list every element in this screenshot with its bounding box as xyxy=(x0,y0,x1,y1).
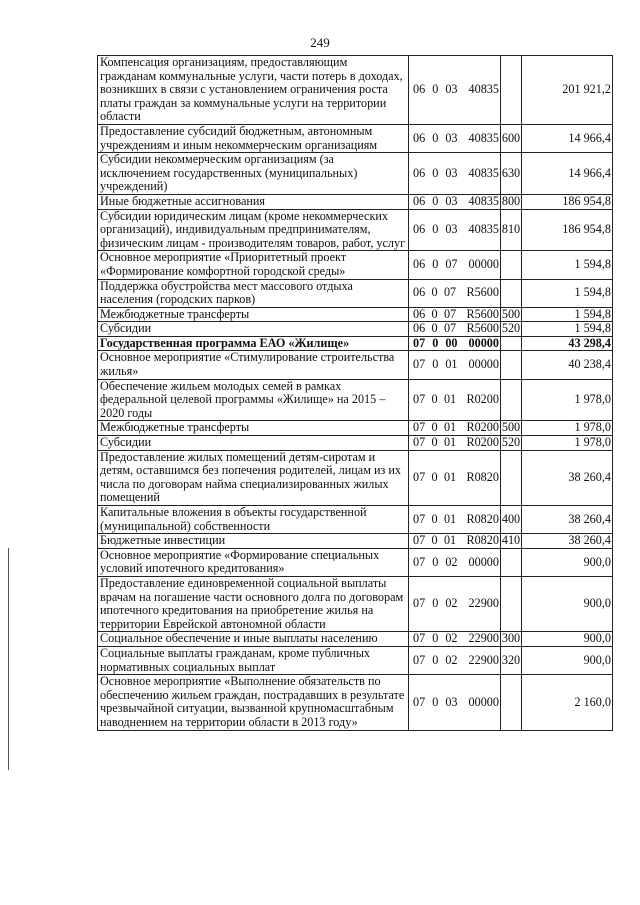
subgroup-code: 01 xyxy=(443,533,457,548)
amount: 38 260,4 xyxy=(522,534,613,549)
expense-type-code xyxy=(501,576,522,631)
expense-name: Субсидии xyxy=(98,322,409,337)
expense-type-code: 810 xyxy=(501,209,522,251)
classification-code xyxy=(409,307,501,322)
subgroup-code: 07 xyxy=(443,307,457,321)
target-code: R5600 xyxy=(466,285,499,300)
table-row xyxy=(98,56,613,125)
amount: 186 954,8 xyxy=(522,209,613,251)
expense-name: Субсидии xyxy=(98,436,409,451)
classification-code xyxy=(409,194,501,209)
subgroup-code: 01 xyxy=(443,470,457,485)
classification-code xyxy=(409,436,501,451)
subgroup-code: 07 xyxy=(443,285,457,300)
table-row xyxy=(98,646,613,674)
group-code: 0 xyxy=(432,194,439,208)
target-code: 00000 xyxy=(468,336,499,350)
subgroup-code: 01 xyxy=(443,511,457,526)
expense-type-code xyxy=(501,379,522,421)
target-code: 00000 xyxy=(468,694,499,709)
table-row xyxy=(98,124,613,152)
section-code: 06 xyxy=(413,222,426,237)
section-code: 07 xyxy=(413,392,426,407)
subgroup-code: 03 xyxy=(445,82,458,97)
group-code: 0 xyxy=(432,336,439,350)
expense-name: Предоставление единовременной социальной выплаты врачам на погашение части основного долга по договорам ипотечного кредитования на приобретение жилья на территории Еврейской автономной области xyxy=(98,576,409,631)
target-code: 22900 xyxy=(468,631,499,646)
expense-type-code xyxy=(501,251,522,279)
expense-name: Бюджетные инвестиции xyxy=(98,534,409,549)
classification-code xyxy=(409,632,501,647)
target-code: R0820 xyxy=(466,533,499,548)
section-code: 07 xyxy=(413,631,426,646)
subgroup-code: 03 xyxy=(445,694,458,709)
target-code: 40835 xyxy=(468,130,499,145)
amount: 14 966,4 xyxy=(522,153,613,195)
group-code: 0 xyxy=(432,554,439,569)
section-code: 07 xyxy=(413,554,426,569)
subgroup-code: 01 xyxy=(443,392,457,407)
section-code: 07 xyxy=(413,511,426,526)
amount: 38 260,4 xyxy=(522,506,613,534)
amount: 1 978,0 xyxy=(522,436,613,451)
table-row xyxy=(98,534,613,549)
table-row xyxy=(98,336,613,351)
target-code: 22900 xyxy=(468,652,499,667)
amount: 38 260,4 xyxy=(522,450,613,505)
expense-name: Предоставление субсидий бюджетным, автономным учреждениям и иным некоммерческим организациям xyxy=(98,124,409,152)
section-code: 07 xyxy=(413,357,426,372)
expense-type-code xyxy=(501,450,522,505)
target-code: R0200 xyxy=(466,435,499,450)
group-code: 0 xyxy=(431,420,438,435)
group-code: 0 xyxy=(432,165,439,180)
group-code: 0 xyxy=(432,596,439,611)
classification-code xyxy=(409,534,501,549)
expense-name: Иные бюджетные ассигнования xyxy=(98,194,409,209)
section-code: 06 xyxy=(413,82,426,97)
group-code: 0 xyxy=(432,222,439,237)
expense-name: Основное мероприятие «Формирование специальных условий ипотечного кредитования» xyxy=(98,548,409,576)
section-code: 06 xyxy=(413,285,426,300)
classification-code xyxy=(409,251,501,279)
group-code: 0 xyxy=(432,357,439,372)
expense-name: Межбюджетные трансферты xyxy=(98,307,409,322)
section-code: 06 xyxy=(413,307,426,321)
classification-code xyxy=(409,450,501,505)
table-row xyxy=(98,209,613,251)
amount: 1 594,8 xyxy=(522,322,613,337)
classification-code xyxy=(409,209,501,251)
section-code: 06 xyxy=(413,194,426,208)
expense-type-code: 600 xyxy=(501,124,522,152)
expense-name: Основное мероприятие «Стимулирование строительства жилья» xyxy=(98,351,409,379)
expense-type-code xyxy=(501,279,522,307)
expense-name: Основное мероприятие «Приоритетный проект «Формирование комфортной городской среды» xyxy=(98,251,409,279)
target-code: R0820 xyxy=(466,470,499,485)
expense-type-code: 300 xyxy=(501,631,521,646)
expense-name: Социальные выплаты гражданам, кроме публичных нормативных социальных выплат xyxy=(98,646,409,674)
amount: 1 594,8 xyxy=(522,307,613,322)
target-code: 00000 xyxy=(468,357,499,372)
section-code: 06 xyxy=(413,165,426,180)
group-code: 0 xyxy=(431,321,438,336)
section-code: 07 xyxy=(413,652,426,667)
target-code: 40835 xyxy=(468,82,499,97)
amount: 40 238,4 xyxy=(522,351,613,379)
classification-code xyxy=(409,351,501,379)
group-code: 0 xyxy=(431,511,438,526)
classification-code xyxy=(409,576,501,631)
subgroup-code: 07 xyxy=(443,321,457,336)
table-row xyxy=(98,279,613,307)
classification-code xyxy=(409,124,501,152)
section-code: 07 xyxy=(413,336,426,350)
group-code: 0 xyxy=(432,257,439,272)
expense-name: Поддержка обустройства мест массового отдыха населения (городских парков) xyxy=(98,279,409,307)
amount: 2 160,0 xyxy=(522,675,613,730)
subgroup-code: 02 xyxy=(445,596,458,611)
page-number: 249 xyxy=(310,35,330,50)
classification-code xyxy=(409,153,501,195)
expense-type-code: 320 xyxy=(501,646,522,674)
target-code: 40835 xyxy=(468,222,499,237)
amount: 43 298,4 xyxy=(522,336,613,351)
section-code: 07 xyxy=(413,420,426,435)
amount: 900,0 xyxy=(522,646,613,674)
classification-code xyxy=(409,548,501,576)
subgroup-code: 07 xyxy=(445,257,458,272)
classification-code xyxy=(409,322,501,337)
expense-type-code xyxy=(501,675,522,730)
expense-type-code: 410 xyxy=(501,533,521,548)
group-code: 0 xyxy=(432,694,439,709)
target-code: R0200 xyxy=(466,392,499,407)
table-row xyxy=(98,194,613,209)
subgroup-code: 01 xyxy=(443,435,457,450)
expense-type-code xyxy=(501,548,522,576)
expense-type-code: 630 xyxy=(501,153,522,195)
expense-type-code: 800 xyxy=(501,194,521,208)
target-code: 40835 xyxy=(468,194,499,208)
group-code: 0 xyxy=(432,82,439,97)
expense-type-code xyxy=(501,336,522,351)
group-code: 0 xyxy=(431,285,438,300)
classification-code xyxy=(409,675,501,730)
amount: 201 921,2 xyxy=(522,56,613,125)
table-row xyxy=(98,351,613,379)
group-code: 0 xyxy=(432,631,439,646)
table-row xyxy=(98,251,613,279)
amount: 900,0 xyxy=(522,632,613,647)
expense-name: Государственная программа ЕАО «Жилище» xyxy=(98,336,409,351)
classification-code xyxy=(409,421,501,436)
expense-type-code: 500 xyxy=(501,420,521,435)
group-code: 0 xyxy=(431,392,438,407)
budget-table-body xyxy=(98,56,613,731)
amount: 14 966,4 xyxy=(522,124,613,152)
amount: 1 594,8 xyxy=(522,279,613,307)
expense-type-code xyxy=(501,351,522,379)
amount: 1 978,0 xyxy=(522,421,613,436)
amount: 900,0 xyxy=(522,548,613,576)
target-code: R5600 xyxy=(466,307,499,321)
classification-code xyxy=(409,646,501,674)
expense-type-code: 520 xyxy=(501,435,521,450)
expense-name: Предоставление жилых помещений детям-сиротам и детям, оставшимся без попечения родителей, лицам из их числа по договорам найма специализированных жилых помещений xyxy=(98,450,409,505)
group-code: 0 xyxy=(431,435,438,450)
subgroup-code: 00 xyxy=(445,336,458,350)
group-code: 0 xyxy=(431,470,438,485)
expense-name: Компенсация организациям, предоставляющим гражданам коммунальные услуги, части потерь в доходах, возникших в связи с установлением ограничения роста платы граждан за коммунальные услуги на территории области xyxy=(98,56,409,125)
classification-code xyxy=(409,336,501,351)
expense-name: Капитальные вложения в объекты государственной (муниципальной) собственности xyxy=(98,506,409,534)
amount: 1 978,0 xyxy=(522,379,613,421)
target-code: R0820 xyxy=(466,511,499,526)
expense-type-code xyxy=(501,56,522,125)
margin-line xyxy=(8,548,9,770)
expense-name: Обеспечение жильем молодых семей в рамках федеральной целевой программы «Жилище» на 2015 – 2020 годы xyxy=(98,379,409,421)
table-row xyxy=(98,436,613,451)
target-code: 22900 xyxy=(468,596,499,611)
table-row xyxy=(98,307,613,322)
section-code: 07 xyxy=(413,470,426,485)
section-code: 07 xyxy=(413,533,426,548)
table-row xyxy=(98,548,613,576)
expense-name: Субсидии некоммерческим организациям (за исключением государственных (муниципальных) учреждений) xyxy=(98,153,409,195)
expense-type-code: 400 xyxy=(501,506,522,534)
table-row xyxy=(98,576,613,631)
section-code: 07 xyxy=(413,435,426,450)
section-code: 06 xyxy=(413,257,426,272)
section-code: 06 xyxy=(413,130,426,145)
subgroup-code: 02 xyxy=(445,652,458,667)
group-code: 0 xyxy=(432,130,439,145)
amount: 1 594,8 xyxy=(522,251,613,279)
subgroup-code: 01 xyxy=(445,357,458,372)
section-code: 06 xyxy=(413,321,426,336)
expense-type-code: 520 xyxy=(501,321,521,336)
table-row xyxy=(98,675,613,730)
expense-name: Субсидии юридическим лицам (кроме некоммерческих организаций), индивидуальным предпринимателям, физическим лицам - производителям товаров, работ, услуг xyxy=(98,209,409,251)
target-code: 40835 xyxy=(468,165,499,180)
expense-name: Социальное обеспечение и иные выплаты населению xyxy=(98,632,409,647)
subgroup-code: 01 xyxy=(443,420,457,435)
target-code: R0200 xyxy=(466,420,499,435)
group-code: 0 xyxy=(432,652,439,667)
amount: 900,0 xyxy=(522,576,613,631)
target-code: 00000 xyxy=(468,257,499,272)
section-code: 07 xyxy=(413,694,426,709)
table-row xyxy=(98,322,613,337)
subgroup-code: 02 xyxy=(445,554,458,569)
target-code: R5600 xyxy=(466,321,499,336)
subgroup-code: 03 xyxy=(445,130,458,145)
group-code: 0 xyxy=(431,307,438,321)
table-row xyxy=(98,506,613,534)
expense-name: Основное мероприятие «Выполнение обязательств по обеспечению жильем граждан, пострадавших в результате чрезвычайной ситуации, вызванной крупномасштабным наводнением на территории области в 2013 году» xyxy=(98,675,409,730)
expense-name: Межбюджетные трансферты xyxy=(98,421,409,436)
target-code: 00000 xyxy=(468,554,499,569)
classification-code xyxy=(409,56,501,125)
table-row xyxy=(98,153,613,195)
subgroup-code: 02 xyxy=(445,631,458,646)
section-code: 07 xyxy=(413,596,426,611)
table-row xyxy=(98,421,613,436)
subgroup-code: 03 xyxy=(445,222,458,237)
expense-type-code: 500 xyxy=(501,307,521,321)
table-row xyxy=(98,632,613,647)
budget-table xyxy=(97,55,613,731)
amount: 186 954,8 xyxy=(522,194,613,209)
subgroup-code: 03 xyxy=(445,165,458,180)
subgroup-code: 03 xyxy=(445,194,458,208)
classification-code xyxy=(409,506,501,534)
group-code: 0 xyxy=(431,533,438,548)
classification-code xyxy=(409,279,501,307)
table-row xyxy=(98,450,613,505)
table-row xyxy=(98,379,613,421)
classification-code xyxy=(409,379,501,421)
